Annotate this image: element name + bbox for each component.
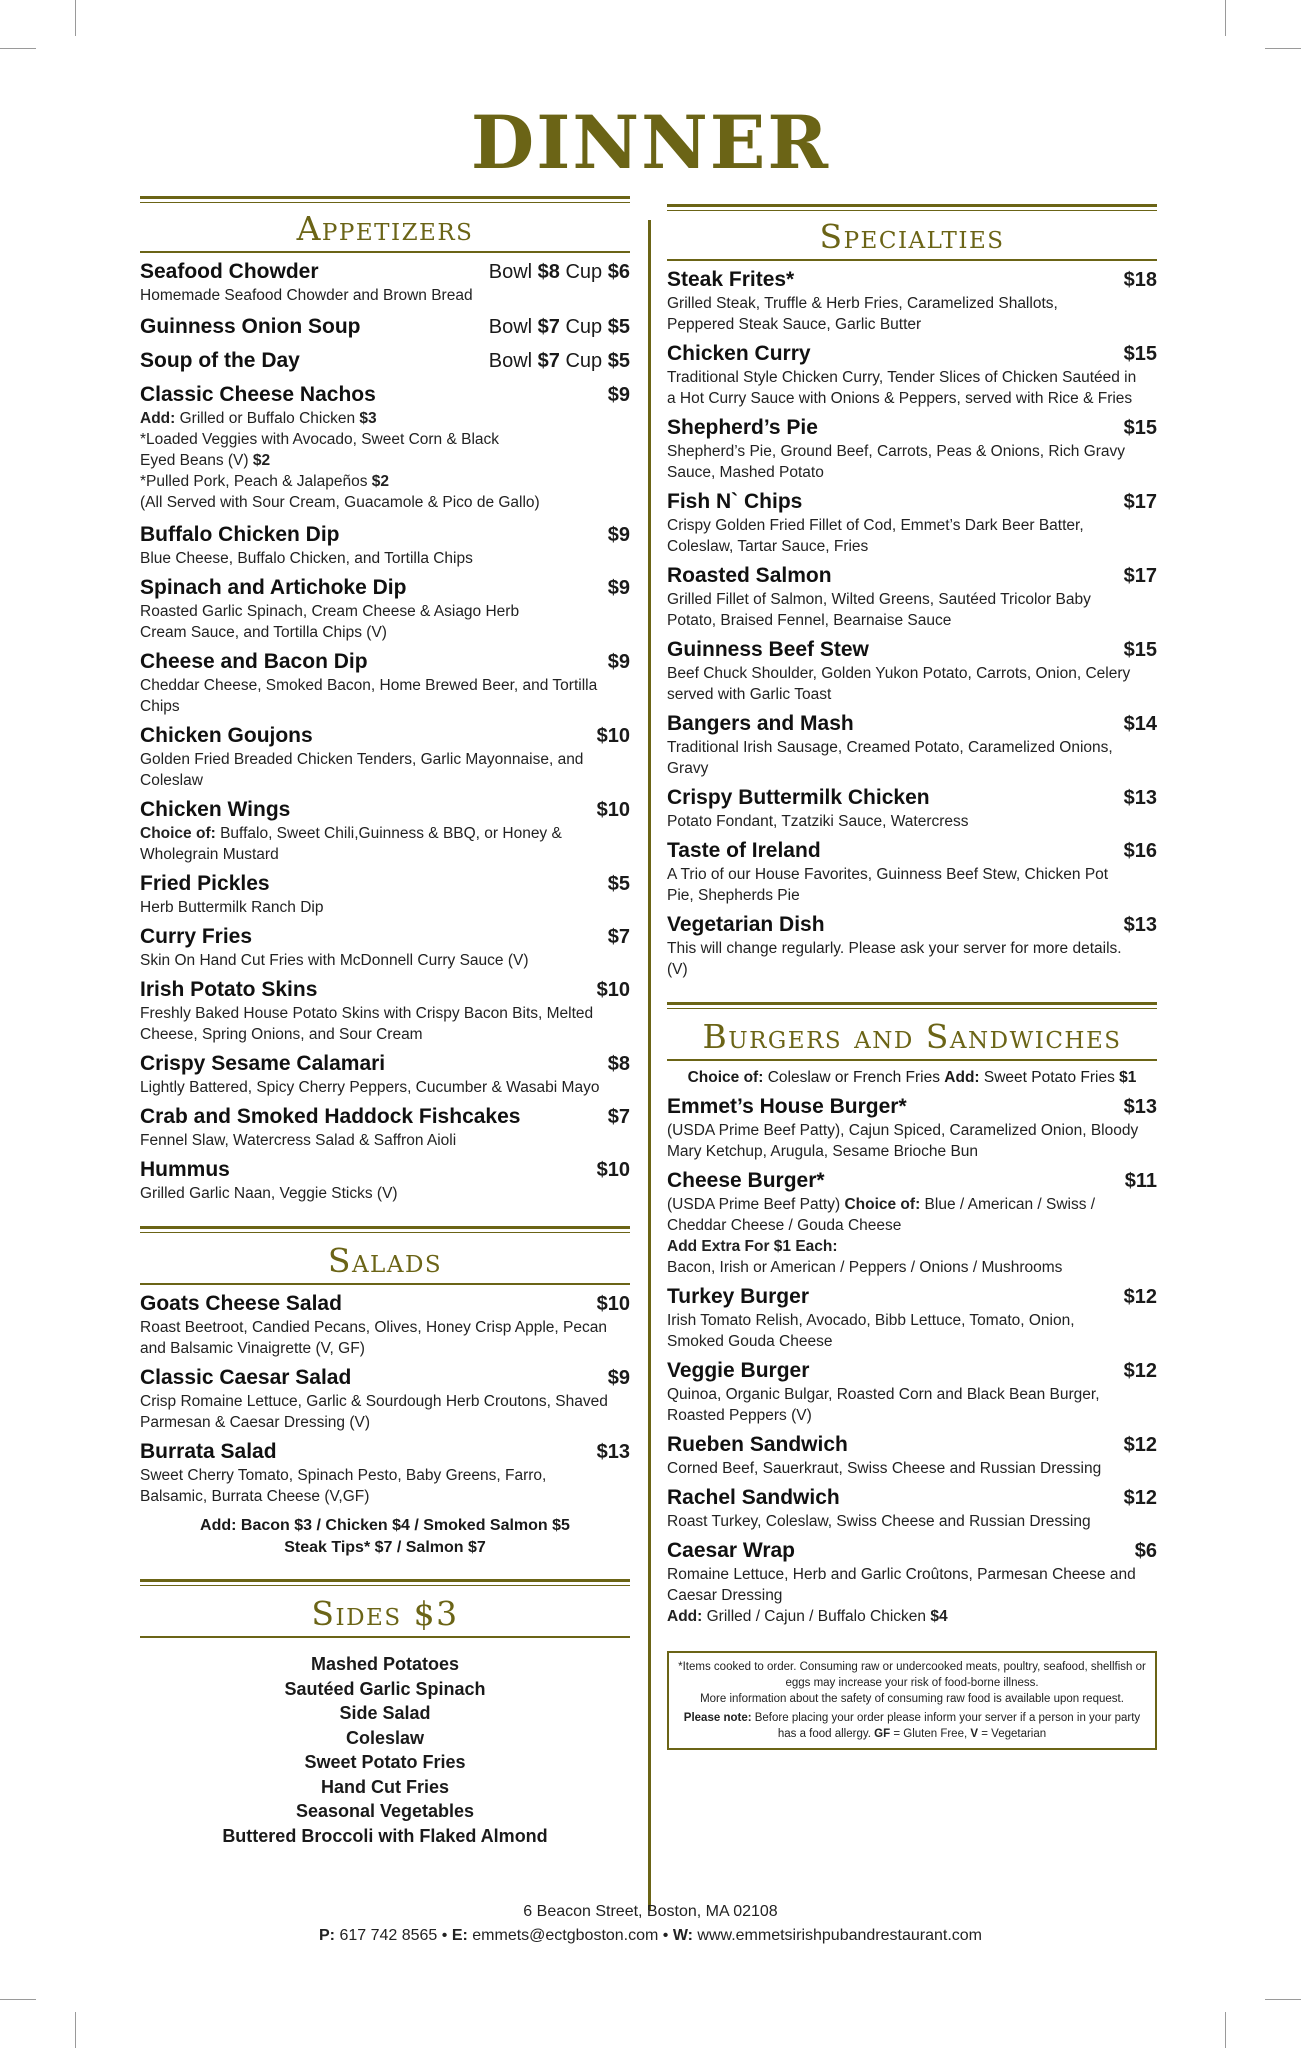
menu-item: [140, 314, 630, 340]
item-price: $14: [1123, 713, 1157, 735]
menu-item: [667, 1284, 1157, 1352]
item-name: Chicken Curry: [667, 342, 811, 365]
side-item: Seasonal Vegetables: [295, 1801, 475, 1821]
crop-mark: [1225, 2012, 1226, 2048]
footer-contact: P: 617 742 8565 • E: emmets@ectgboston.com • W: www.emmetsirishpubandrestaurant.com: [319, 1927, 982, 1944]
menu-item: [667, 1432, 1157, 1479]
item-name: Seafood Chowder: [140, 260, 319, 283]
item-description: Romaine Lettuce, Herb and Garlic Croûtons, Parmesan Cheese and Caesar Dressing: [667, 1566, 1136, 1604]
item-name: Guinness Beef Stew: [667, 638, 869, 661]
item-price: $9: [607, 577, 630, 599]
notice-line: More information about the safety of consuming raw food is available upon request.: [700, 1693, 1124, 1705]
menu-item: [140, 1439, 630, 1507]
section-rule: [140, 1636, 630, 1638]
item-price: $17: [1123, 565, 1157, 587]
item-price: $13: [1123, 787, 1157, 809]
menu-item: [667, 341, 1157, 409]
item-description: A Trio of our House Favorites, Guinness Beef Stew, Chicken Pot Pie, Shepherds Pie: [667, 866, 1109, 904]
section-rule: [140, 1226, 630, 1233]
item-price: $17: [1123, 491, 1157, 513]
salad-add-ons: Steak Tips* $7 / Salmon $7: [284, 1539, 486, 1556]
salads-list: [140, 1291, 630, 1559]
item-description: Herb Buttermilk Ranch Dip: [140, 899, 324, 916]
menu-item: [667, 637, 1157, 705]
item-name: Chicken Wings: [140, 798, 291, 821]
item-description: Homemade Seafood Chowder and Brown Bread: [140, 287, 473, 304]
item-name: Crispy Buttermilk Chicken: [667, 786, 930, 809]
item-description: Bacon, Irish or American / Peppers / Onions / Mushrooms: [667, 1259, 1063, 1276]
item-name: Cheese Burger*: [667, 1169, 825, 1192]
menu-item: [667, 1168, 1157, 1278]
item-name: Hummus: [140, 1158, 230, 1181]
appetizers-heading: Appetizers: [296, 209, 474, 248]
burgers-list: [667, 1094, 1157, 1627]
burgers-heading: Burgers and Sandwiches: [702, 1017, 1122, 1056]
menu-item: [667, 912, 1157, 980]
menu-item: [140, 871, 630, 918]
footer: [0, 1900, 1301, 1948]
menu-item: [667, 267, 1157, 335]
side-item: Sweet Potato Fries: [304, 1752, 466, 1772]
item-price: $7: [607, 926, 630, 948]
item-name: Classic Cheese Nachos: [140, 383, 376, 406]
item-description: Potato Fondant, Tzatziki Sauce, Watercress: [667, 813, 969, 830]
item-description: Roasted Garlic Spinach, Cream Cheese & Asiago Herb Cream Sauce, and Tortilla Chips (V): [140, 603, 520, 641]
item-price: $9: [607, 651, 630, 673]
bowl-cup-price: Bowl $8 Cup $6: [488, 261, 630, 283]
item-name: Guinness Onion Soup: [140, 315, 361, 338]
page-title: dinner: [470, 70, 831, 193]
item-name: Vegetarian Dish: [667, 913, 825, 936]
menu-item: [667, 838, 1157, 906]
item-description: Add Extra For $1 Each:: [667, 1238, 838, 1255]
item-price: $12: [1123, 1360, 1157, 1382]
item-price: $12: [1123, 1487, 1157, 1509]
side-item: Buttered Broccoli with Flaked Almond: [222, 1825, 548, 1846]
item-price: $10: [596, 1293, 630, 1315]
menu-item: [140, 1157, 630, 1204]
item-description: Traditional Style Chicken Curry, Tender Slices of Chicken Sautéed in a Hot Curry Sauce with Onions & Peppers, served with Rice & Fries: [667, 369, 1137, 407]
column-divider: [648, 220, 651, 1910]
side-item: Side Salad: [339, 1703, 431, 1723]
item-description: (USDA Prime Beef Patty), Cajun Spiced, Caramelized Onion, Bloody Mary Ketchup, Arugula, Sesame Brioche Bun: [667, 1122, 1139, 1160]
sides-list: [140, 1652, 630, 1848]
menu-item: [140, 723, 630, 791]
item-price: $11: [1124, 1170, 1157, 1192]
item-description: *Pulled Pork, Peach & Jalapeños $2: [140, 473, 390, 490]
menu-item: [667, 415, 1157, 483]
item-price: $10: [596, 979, 630, 1001]
section-rule: [667, 204, 1157, 211]
item-description: Grilled Steak, Truffle & Herb Fries, Caramelized Shallots, Peppered Steak Sauce, Garlic Butter: [667, 295, 1058, 333]
item-description: Add: Grilled / Cajun / Buffalo Chicken $4: [667, 1608, 948, 1625]
burger-side-choice: Choice of: Coleslaw or French Fries Add: Sweet Potato Fries $1: [687, 1069, 1137, 1086]
crop-mark: [75, 0, 76, 36]
item-price: $15: [1123, 417, 1157, 439]
item-description: Sweet Cherry Tomato, Spinach Pesto, Baby Greens, Farro, Balsamic, Burrata Cheese (V,GF): [140, 1467, 547, 1505]
item-price: $9: [607, 1367, 630, 1389]
crop-mark: [1225, 0, 1226, 36]
crop-mark: [0, 1999, 36, 2000]
menu-item: [667, 711, 1157, 779]
item-description: Fennel Slaw, Watercress Salad & Saffron Aioli: [140, 1132, 457, 1149]
item-name: Spinach and Artichoke Dip: [140, 576, 407, 599]
section-rule: [667, 1059, 1157, 1061]
item-price: $13: [596, 1441, 630, 1463]
item-description: Roast Beetroot, Candied Pecans, Olives, Honey Crisp Apple, Pecan and Balsamic Vinaigrette (V, GF): [140, 1319, 607, 1357]
crop-mark: [1265, 48, 1301, 49]
item-name: Veggie Burger: [667, 1359, 810, 1382]
item-price: $12: [1123, 1286, 1157, 1308]
item-price: $16: [1123, 840, 1157, 862]
item-description: Beef Chuck Shoulder, Golden Yukon Potato, Carrots, Onion, Celery served with Garlic Toast: [667, 665, 1131, 703]
menu-item: [140, 1051, 630, 1098]
item-description: Choice of: Buffalo, Sweet Chili,Guinness & BBQ, or Honey & Wholegrain Mustard: [140, 825, 562, 863]
section-rule: [667, 259, 1157, 261]
menu-item: [140, 259, 630, 306]
item-name: Taste of Ireland: [667, 839, 821, 862]
right-column: [667, 204, 1157, 1750]
footer-address: 6 Beacon Street, Boston, MA 02108: [523, 1903, 778, 1920]
item-description: Freshly Baked House Potato Skins with Crispy Bacon Bits, Melted Cheese, Spring Onions, and Sour Cream: [140, 1005, 594, 1043]
menu-item: [667, 563, 1157, 631]
specialties-heading: Specialties: [819, 217, 1005, 256]
appetizers-list: [140, 259, 630, 1204]
section-rule: [667, 1002, 1157, 1009]
menu-item: [140, 977, 630, 1045]
section-rule: [140, 196, 630, 203]
bowl-cup-price: Bowl $7 Cup $5: [488, 350, 630, 372]
item-name: Steak Frites*: [667, 268, 795, 291]
section-rule: [140, 1283, 630, 1285]
item-name: Buffalo Chicken Dip: [140, 523, 340, 546]
menu-item: [140, 575, 630, 643]
item-price: $12: [1123, 1434, 1157, 1456]
menu-item: [667, 1485, 1157, 1532]
menu-item: [140, 348, 630, 374]
item-description: Roast Turkey, Coleslaw, Swiss Cheese and Russian Dressing: [667, 1513, 1091, 1530]
item-name: Chicken Goujons: [140, 724, 313, 747]
notice-line: Please note: Before placing your order please inform your server if a person in your party has a food allergy. GF = Gluten Free, V = Vegetarian: [683, 1712, 1141, 1740]
item-description: Shepherd’s Pie, Ground Beef, Carrots, Peas & Onions, Rich Gravy Sauce, Mashed Potato: [667, 443, 1126, 481]
notice-line: *Items cooked to order. Consuming raw or undercooked meats, poultry, seafood, shellfish or eggs may increase your risk of food-borne illness.: [678, 1661, 1146, 1689]
item-description: Corned Beef, Sauerkraut, Swiss Cheese and Russian Dressing: [667, 1460, 1102, 1477]
item-name: Classic Caesar Salad: [140, 1366, 352, 1389]
crop-mark: [1265, 1999, 1301, 2000]
crop-mark: [0, 48, 36, 49]
side-item: Coleslaw: [345, 1727, 425, 1748]
item-description: Lightly Battered, Spicy Cherry Peppers, Cucumber & Wasabi Mayo: [140, 1079, 600, 1096]
menu-item: [667, 489, 1157, 557]
item-description: Quinoa, Organic Bulgar, Roasted Corn and Black Bean Burger, Roasted Peppers (V): [667, 1386, 1100, 1424]
item-description: (All Served with Sour Cream, Guacamole & Pico de Gallo): [140, 494, 540, 511]
item-price: $18: [1123, 269, 1157, 291]
item-description: Traditional Irish Sausage, Creamed Potato, Caramelized Onions, Gravy: [667, 739, 1113, 777]
item-description: Golden Fried Breaded Chicken Tenders, Garlic Mayonnaise, and Coleslaw: [140, 751, 584, 789]
menu-item: [140, 1104, 630, 1151]
salads-heading: Salads: [327, 1241, 443, 1280]
section-rule: [140, 251, 630, 253]
item-price: $6: [1134, 1540, 1157, 1562]
menu-item: [667, 1358, 1157, 1426]
side-item: Hand Cut Fries: [320, 1776, 449, 1797]
item-price: $10: [596, 1159, 630, 1181]
item-name: Fried Pickles: [140, 872, 270, 895]
menu-item: [140, 522, 630, 569]
item-price: $8: [607, 1053, 630, 1075]
left-column: [140, 196, 630, 1848]
item-name: Turkey Burger: [667, 1285, 809, 1308]
item-name: Fish N` Chips: [667, 490, 803, 513]
item-name: Crispy Sesame Calamari: [140, 1052, 386, 1075]
item-description: Irish Tomato Relish, Avocado, Bibb Lettuce, Tomato, Onion, Smoked Gouda Cheese: [667, 1312, 1075, 1350]
specialties-list: [667, 267, 1157, 980]
item-name: Burrata Salad: [140, 1440, 277, 1463]
side-item: Mashed Potatoes: [310, 1654, 460, 1674]
item-price: $13: [1123, 914, 1157, 936]
item-name: Cheese and Bacon Dip: [140, 650, 368, 673]
bowl-cup-price: Bowl $7 Cup $5: [488, 316, 630, 338]
menu-item: [667, 785, 1157, 832]
menu-item: [140, 924, 630, 971]
item-name: Rachel Sandwich: [667, 1486, 840, 1509]
item-price: $15: [1123, 639, 1157, 661]
salad-add-ons: Add: Bacon $3 / Chicken $4 / Smoked Salmon $5: [200, 1517, 570, 1534]
item-price: $10: [596, 725, 630, 747]
item-price: $13: [1123, 1096, 1157, 1118]
item-description: Grilled Garlic Naan, Veggie Sticks (V): [140, 1185, 398, 1202]
item-description: Grilled Fillet of Salmon, Wilted Greens, Sautéed Tricolor Baby Potato, Braised Fennel, Bearnaise Sauce: [667, 591, 1091, 629]
menu-item: [667, 1094, 1157, 1162]
crop-mark: [75, 2012, 76, 2048]
item-description: *Loaded Veggies with Avocado, Sweet Corn & Black Eyed Beans (V) $2: [140, 431, 500, 469]
menu-item: [140, 649, 630, 717]
item-price: $15: [1123, 343, 1157, 365]
menu-item: [140, 797, 630, 865]
item-name: Goats Cheese Salad: [140, 1292, 342, 1315]
section-rule: [140, 1579, 630, 1586]
item-name: Rueben Sandwich: [667, 1433, 848, 1456]
item-price: $7: [607, 1106, 630, 1128]
item-name: Crab and Smoked Haddock Fishcakes: [140, 1105, 521, 1128]
item-description: Blue Cheese, Buffalo Chicken, and Tortilla Chips: [140, 550, 473, 567]
item-description: Crispy Golden Fried Fillet of Cod, Emmet’s Dark Beer Batter, Coleslaw, Tartar Sauce, Fries: [667, 517, 1084, 555]
item-description: Cheddar Cheese, Smoked Bacon, Home Brewed Beer, and Tortilla Chips: [140, 677, 598, 715]
menu-item: [140, 1291, 630, 1359]
item-description: Crisp Romaine Lettuce, Garlic & Sourdough Herb Croutons, Shaved Parmesan & Caesar Dressing (V): [140, 1393, 608, 1431]
item-description: Skin On Hand Cut Fries with McDonnell Curry Sauce (V): [140, 952, 529, 969]
item-name: Emmet’s House Burger*: [667, 1095, 907, 1118]
item-name: Roasted Salmon: [667, 564, 832, 587]
item-name: Caesar Wrap: [667, 1539, 796, 1562]
item-price: $9: [607, 524, 630, 546]
item-name: Shepherd’s Pie: [667, 416, 818, 439]
menu-item: [667, 1538, 1157, 1627]
menu-item: [140, 382, 630, 513]
item-description: Add: Grilled or Buffalo Chicken $3: [140, 410, 377, 427]
item-name: Bangers and Mash: [667, 712, 854, 735]
item-name: Irish Potato Skins: [140, 978, 318, 1001]
item-price: $9: [607, 384, 630, 406]
item-price: $5: [607, 873, 630, 895]
sides-heading: Sides $3: [311, 1594, 459, 1633]
item-description: This will change regularly. Please ask your server for more details. (V): [667, 940, 1122, 978]
side-item: Sautéed Garlic Spinach: [284, 1678, 486, 1699]
item-price: $10: [596, 799, 630, 821]
item-name: Curry Fries: [140, 925, 253, 948]
item-description: (USDA Prime Beef Patty) Choice of: Blue / American / Swiss / Cheddar Cheese / Gouda Cheese: [667, 1196, 1096, 1234]
menu-item: [140, 1365, 630, 1433]
allergy-notice: [667, 1651, 1157, 1750]
item-name: Soup of the Day: [140, 349, 300, 372]
